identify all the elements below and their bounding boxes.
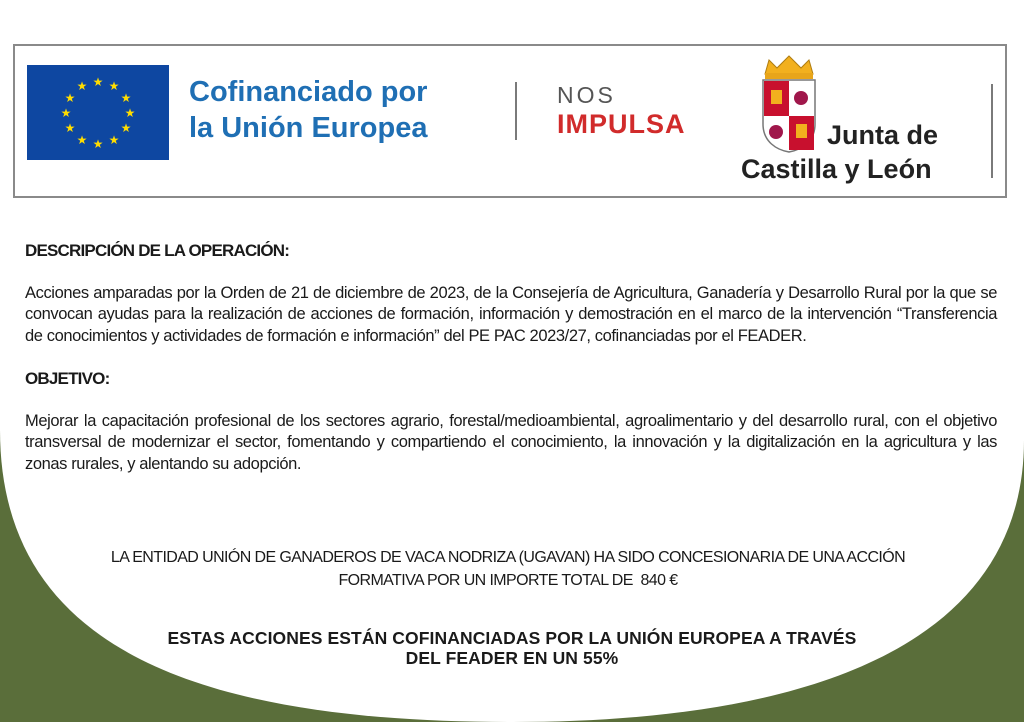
- entity-note-line1: LA ENTIDAD UNIÓN DE GANADEROS DE VACA NODRIZA (UGAVAN) HA SIDO CONCESIONARIA DE UNA ACCIÓN: [110, 549, 906, 566]
- description-heading: DESCRIPCIÓN DE LA OPERACIÓN:: [25, 241, 290, 260]
- jcyl-label-line1: Junta de: [827, 120, 939, 150]
- svg-text:★: ★: [120, 121, 132, 135]
- svg-text:★: ★: [108, 79, 120, 93]
- eu-label-line2: la Unión Europea: [189, 112, 428, 144]
- svg-text:★: ★: [76, 133, 88, 147]
- objective-heading: OBJETIVO:: [25, 369, 110, 388]
- svg-text:★: ★: [92, 137, 104, 151]
- svg-text:★: ★: [120, 91, 132, 105]
- svg-text:★: ★: [64, 121, 76, 135]
- logo-right-divider: [991, 84, 993, 178]
- logo-banner: [13, 44, 1007, 198]
- operation-description: [25, 240, 997, 475]
- entity-note-line2: FORMATIVA POR UN IMPORTE TOTAL DE 840 €: [338, 572, 678, 589]
- eu-cofinancing-label: [189, 74, 427, 146]
- cofinancing-note: [40, 628, 984, 668]
- svg-text:★: ★: [124, 106, 136, 120]
- svg-text:★: ★: [64, 91, 76, 105]
- cofinancing-note-line2: DEL FEADER EN UN 55%: [405, 648, 619, 668]
- objective-text: Mejorar la capacitación profesional de los sectores agrario, forestal/medioambiental, agroalimentario y del desarrollo rural, con el objetivo transversal de modernizar el sector, fomentando y compartiendo el conocimiento, la innovación y la digitalización en la agricultura y las zonas rurales, y alentando su adopción.: [25, 411, 997, 473]
- logo-divider: [515, 82, 517, 140]
- nos-impulsa-word1: NOS: [557, 82, 616, 108]
- entity-note: [40, 546, 976, 592]
- svg-text:★: ★: [76, 79, 88, 93]
- junta-castilla-leon-logo: [741, 54, 991, 194]
- cofinancing-note-line1: ESTAS ACCIONES ESTÁN COFINANCIADAS POR LA UNIÓN EUROPEA A TRAVÉS: [167, 628, 857, 648]
- eu-label-line1: Cofinanciado por: [189, 76, 428, 108]
- nos-impulsa-logo: [557, 82, 686, 140]
- description-text: Acciones amparadas por la Orden de 21 de diciembre de 2023, de la Consejería de Agricultura, Ganadería y Desarrollo Rural por la que se convocan ayudas para la realización de acciones de formación, información y demostración en el marco de la intervención “Transferencia de conocimientos y actividades de formación e información” del PE PAC 2023/27, cofinanciadas por el FEADER.: [25, 283, 997, 345]
- svg-text:★: ★: [92, 75, 104, 89]
- jcyl-label-line2: Castilla y León: [741, 154, 932, 184]
- castilla-leon-coat-of-arms-icon: [759, 54, 819, 154]
- eu-flag-icon: [27, 65, 169, 160]
- svg-text:★: ★: [108, 133, 120, 147]
- svg-text:★: ★: [60, 106, 72, 120]
- nos-impulsa-word2: IMPULSA: [557, 109, 686, 139]
